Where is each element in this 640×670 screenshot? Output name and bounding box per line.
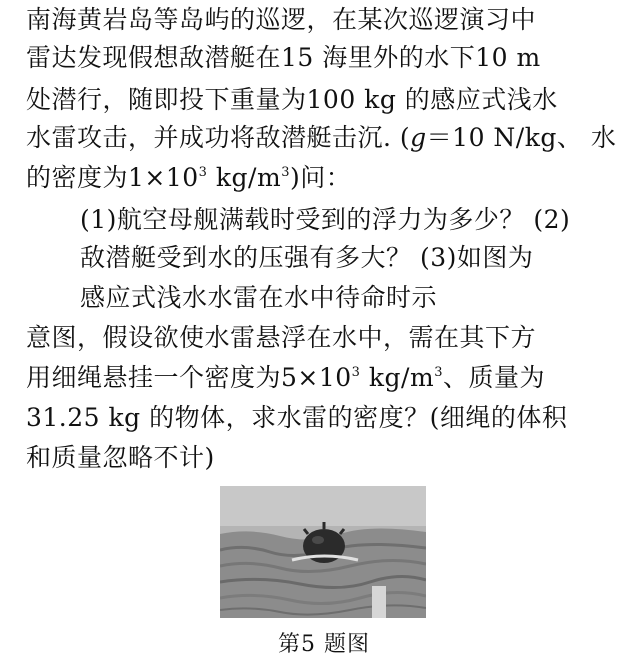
mass-label: 、质量为 (442, 363, 545, 392)
question-line-12: 和质量忽略不计) (26, 443, 215, 472)
question-line-2: 雷达发现假想敌潜艇在15 海里外的水下10 m (26, 43, 541, 72)
unit-text: kg/m (207, 163, 282, 192)
sea-mine-image (220, 486, 426, 618)
sub-question-line-1: (1)航空母舰满载时受到的浮力为多少？ (2) (80, 205, 571, 234)
sub-question-line-3: 感应式浅水水雷在水中待命时示 (80, 283, 438, 312)
sub-question-line-2: 敌潜艇受到水的压强有多大？ (3)如图为 (80, 243, 534, 272)
exponent: 3 (281, 165, 290, 180)
exponent: 3 (434, 365, 443, 380)
gravity-symbol: g (410, 123, 427, 152)
exponent: 3 (198, 165, 208, 180)
question-line-1: 南海黄岩岛等岛屿的巡逻，在某次巡逻演习中 (26, 5, 537, 34)
question-line-10 (26, 360, 545, 396)
question-prompt: )问： (289, 163, 352, 192)
question-line-11: 31.25 kg 的物体，求水雷的密度？(细绳的体积 (26, 403, 568, 432)
unit-text: kg/m (360, 363, 435, 392)
object-density-text: 用细绳悬挂一个密度为5×10 (26, 363, 352, 392)
water-density-text: 的密度为1×10 (26, 163, 199, 192)
question-line-5 (26, 160, 351, 196)
mine-photo (220, 486, 426, 618)
question-line-4-tail: ＝10 N/kg、 水 (426, 123, 617, 152)
figure-caption: 第5 题图 (278, 632, 370, 657)
question-line-9: 意图，假设欲使水雷悬浮在水中，需在其下方 (26, 323, 537, 352)
question-line-3: 处潜行，随即投下重量为100 kg 的感应式浅水 (26, 85, 558, 114)
question-line-4-head: 水雷攻击，并成功将敌潜艇击沉. ( (26, 123, 411, 152)
question-line-4 (26, 120, 616, 156)
exponent: 3 (351, 365, 361, 380)
